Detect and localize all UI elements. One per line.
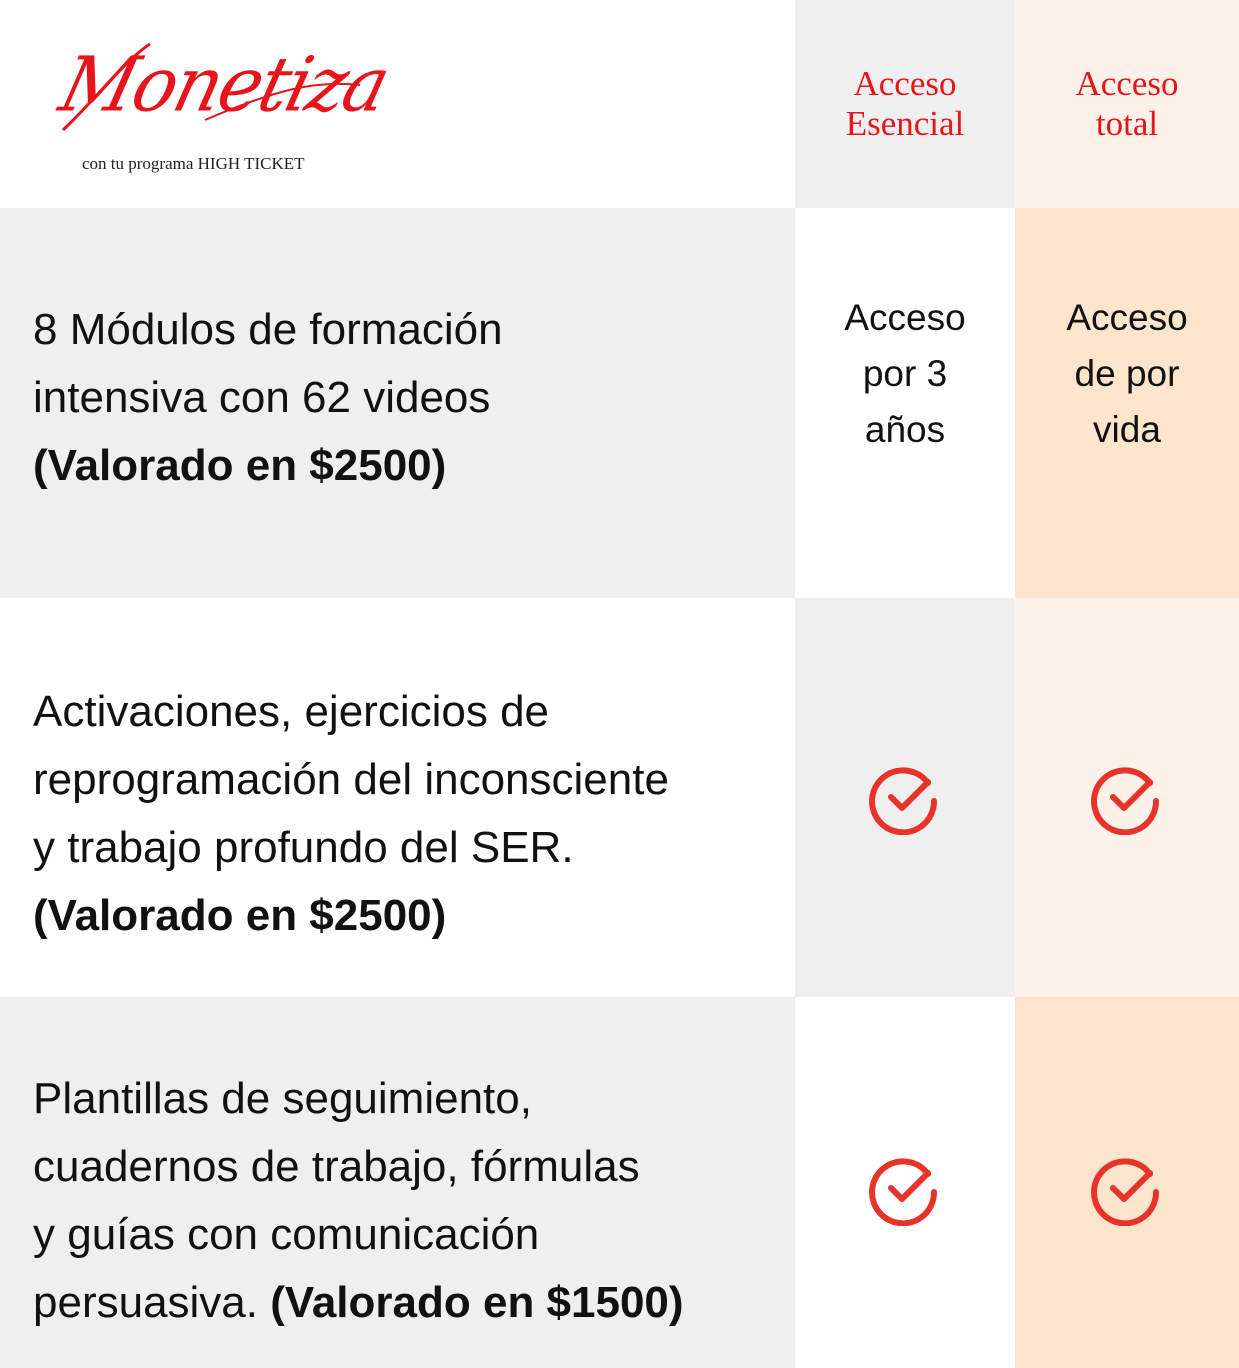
access-duration-total	[1066, 290, 1187, 458]
feature-description-cell	[0, 598, 795, 997]
access-line: años	[864, 409, 946, 450]
plan-name-total	[1075, 64, 1178, 144]
access-line: por 3	[862, 353, 948, 394]
feature-description	[33, 296, 778, 500]
feature-value: (Valorado en $2500)	[33, 891, 447, 940]
plan-header-essential	[795, 0, 1015, 208]
feature-value: (Valorado en $2500)	[33, 441, 447, 490]
check-circle-icon	[868, 1152, 942, 1226]
feature-line: y guías con comunicación	[33, 1210, 540, 1259]
feature-line: Plantillas de seguimiento,	[33, 1074, 532, 1123]
feature-description	[33, 1065, 778, 1337]
access-line: Acceso	[1066, 297, 1188, 338]
logo-subtitle: con tu programa HIGH TICKET	[82, 154, 305, 173]
plan-name-line: Esencial	[845, 104, 965, 143]
header-row	[0, 0, 1239, 208]
plan-name-essential	[846, 64, 965, 144]
feature-line	[33, 1269, 778, 1337]
check-circle-icon	[1090, 761, 1164, 835]
feature-description-cell	[0, 997, 795, 1368]
total-cell	[1015, 208, 1239, 598]
plan-name-line: Acceso	[1075, 64, 1179, 103]
access-duration-essential	[844, 290, 965, 458]
feature-description-cell	[0, 208, 795, 598]
feature-row	[0, 598, 1239, 997]
check-circle-icon	[868, 761, 942, 835]
feature-line: y trabajo profundo del SER.	[33, 823, 574, 872]
logo-wordmark: Monetiza	[52, 39, 397, 129]
plan-name-line: total	[1095, 104, 1159, 143]
access-line: vida	[1093, 409, 1161, 450]
feature-description	[33, 678, 778, 950]
feature-line-prefix: persuasiva.	[33, 1278, 259, 1327]
essential-cell	[795, 208, 1015, 598]
plan-header-total	[1015, 0, 1239, 208]
essential-cell	[795, 997, 1015, 1368]
feature-row	[0, 997, 1239, 1368]
brand-cell	[0, 0, 795, 208]
feature-line: reprogramación del inconsciente	[33, 755, 669, 804]
feature-line: intensiva con 62 videos	[33, 373, 491, 422]
logo	[52, 30, 397, 180]
total-cell	[1015, 997, 1239, 1368]
feature-line: 8 Módulos de formación	[33, 305, 503, 354]
feature-line: Activaciones, ejercicios de	[33, 687, 550, 736]
total-cell	[1015, 598, 1239, 997]
feature-row	[0, 208, 1239, 598]
access-line: de por	[1074, 353, 1180, 394]
access-line: Acceso	[844, 297, 966, 338]
feature-line: cuadernos de trabajo, fórmulas	[33, 1142, 640, 1191]
check-circle-icon	[1090, 1152, 1164, 1226]
feature-value: (Valorado en $1500)	[270, 1278, 684, 1327]
plan-name-line: Acceso	[853, 64, 957, 103]
essential-cell	[795, 598, 1015, 997]
